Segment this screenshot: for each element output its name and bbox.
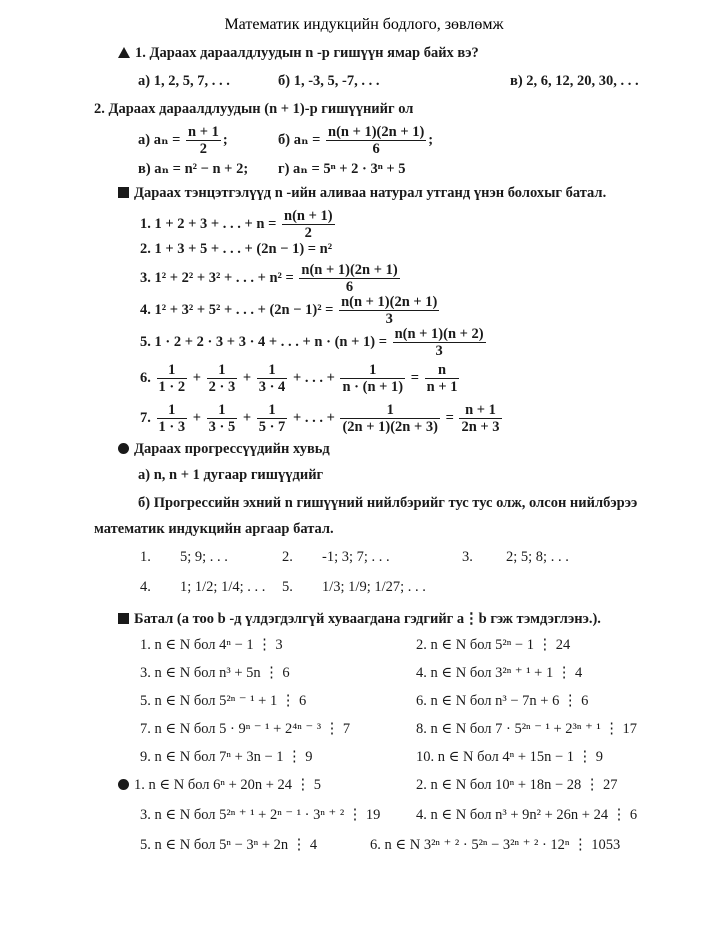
s4-prog-2-num: 2.: [282, 549, 293, 565]
square-bullet-icon: [118, 613, 129, 624]
fraction: $\frac{n + 1}{2}$: [188, 124, 219, 157]
s5-item-6: 6. n ∈ N бол n³ − 7n + 6 ⋮ 6: [416, 693, 589, 709]
triangle-bullet-icon: [118, 47, 130, 58]
s5-item-5: 5. n ∈ N бол 5²ⁿ ⁻ ¹ + 1 ⋮ 6: [140, 693, 307, 709]
s5-item-9: 9. n ∈ N бол 7ⁿ + 3n − 1 ⋮ 9: [140, 749, 313, 765]
s6-item-4: 4. n ∈ N бол n³ + 9n² + 26n + 24 ⋮ 6: [416, 807, 638, 823]
s4-item-b-line2: математик индукцийн аргаар батал.: [94, 521, 334, 537]
s1-option-c: в) 2, 6, 12, 20, 30, . . .: [510, 73, 639, 89]
s3-heading: Дараах тэнцэтгэлүүд n -ийн аливаа натурал утганд үнэн болохыг батал.: [118, 184, 606, 202]
s1-option-a: а) 1, 2, 5, 7, . . .: [138, 73, 230, 89]
s5-item-3: 3. n ∈ N бол n³ + 5n ⋮ 6: [140, 665, 290, 681]
s5-item-2: 2. n ∈ N бол 5²ⁿ − 1 ⋮ 24: [416, 637, 571, 653]
s4-item-a: а) n, n + 1 дугаар гишүүдийг: [138, 467, 324, 483]
s1-heading: 1. Дараах дараалдлуудын n -р гишүүн ямар байх вэ?: [118, 44, 479, 62]
s2-option-d: г) aₙ = 5ⁿ + 2 · 3ⁿ + 5: [278, 161, 406, 177]
s5-heading: Батал (a тоо b -д үлдэгдэлгүй хуваагдана гэдгийг a⋮b гэж тэмдэглэнэ.).: [118, 610, 601, 628]
s5-item-1: 1. n ∈ N бол 4ⁿ − 1 ⋮ 3: [140, 637, 283, 653]
s4-prog-4-num: 4.: [140, 579, 151, 595]
s6-item-2: 2. n ∈ N бол 10ⁿ + 18n − 28 ⋮ 27: [416, 777, 618, 793]
s4-prog-1: 5; 9; . . .: [180, 549, 228, 565]
s1-option-b: б) 1, -3, 5, -7, . . .: [278, 73, 380, 89]
circle-bullet-icon: [118, 443, 129, 454]
s3-eq-6: 6. $\frac{1}{1 \cdot 2}$ + $\frac{1}{2 \cdot 3}$ + $\frac{1}{3 \cdot 4}$ + . . . + $\frac{1}{n \cdot (n + 1)}$ = $\frac{n}{n + 1}$: [140, 362, 458, 395]
s4-prog-2: -1; 3; 7; . . .: [322, 549, 390, 565]
s6-item-6: 6. n ∈ N 3²ⁿ ⁺ ² · 5²ⁿ − 3²ⁿ ⁺ ² · 12ⁿ ⋮ 1053: [370, 837, 621, 853]
s6-item-1: 1. n ∈ N бол 6ⁿ + 20n + 24 ⋮ 5: [118, 776, 321, 794]
s5-item-8: 8. n ∈ N бол 7 · 5²ⁿ ⁻ ¹ + 2³ⁿ ⁺ ¹ ⋮ 17: [416, 721, 637, 737]
s2-heading: 2. Дараах дараалдлуудын (n + 1)-р гишүүнийг ол: [94, 101, 414, 117]
s4-prog-5: 1/3; 1/9; 1/27; . . .: [322, 579, 426, 595]
s5-item-7: 7. n ∈ N бол 5 · 9ⁿ ⁻ ¹ + 2⁴ⁿ ⁻ ³ ⋮ 7: [140, 721, 351, 737]
s2-option-a: а) aₙ = $\frac{n + 1}{2}$ ;: [138, 124, 228, 157]
s4-heading: Дараах прогрессүүдийн хувьд: [118, 440, 330, 458]
s4-item-b-line1: б) Прогрессийн эхний n гишүүний нийлбэрийг тус тус олж, олсон нийлбэрээ: [138, 495, 638, 511]
s3-eq-5: 5. 1 · 2 + 2 · 3 + 3 · 4 + . . . + n · (n + 1) = $\frac{n(n + 1)(n + 2)}{3}$: [140, 326, 484, 359]
s2-option-c: в) aₙ = n² − n + 2;: [138, 161, 249, 177]
page-title: Математик индукцийн бодлого, зөвлөмж: [224, 16, 504, 33]
s3-eq-1: 1. 1 + 2 + 3 + . . . + n = $\frac{n(n + 1)}{2}$: [140, 208, 333, 241]
square-bullet-icon: [118, 187, 129, 198]
s4-prog-5-num: 5.: [282, 579, 293, 595]
s4-prog-3-num: 3.: [462, 549, 473, 565]
s3-eq-2: 2. 1 + 3 + 5 + . . . + (2n − 1) = n²: [140, 241, 333, 257]
s3-eq-3: 3. 1² + 2² + 3² + . . . + n² = $\frac{n(n + 1)(2n + 1)}{6}$: [140, 262, 398, 295]
s6-item-3: 3. n ∈ N бол 5²ⁿ ⁺ ¹ + 2ⁿ ⁻ ¹ · 3ⁿ ⁺ ² ⋮ 19: [140, 807, 381, 823]
fraction: $\frac{n(n + 1)(2n + 1)}{6}$: [328, 124, 425, 157]
s2-option-b: б) aₙ = $\frac{n(n + 1)(2n + 1)}{6}$ ;: [278, 124, 434, 157]
s4-prog-3: 2; 5; 8; . . .: [506, 549, 569, 565]
s6-item-5: 5. n ∈ N бол 5ⁿ − 3ⁿ + 2n ⋮ 4: [140, 837, 318, 853]
circle-bullet-icon: [118, 779, 129, 790]
s5-item-10: 10. n ∈ N бол 4ⁿ + 15n − 1 ⋮ 9: [416, 749, 604, 765]
s3-eq-7: 7. $\frac{1}{1 \cdot 3}$ + $\frac{1}{3 \cdot 5}$ + $\frac{1}{5 \cdot 7}$ + . . . + $\frac{1}{(2n + 1)(2n + 3)}$ = $\frac{n + 1}{2n + 3}$: [140, 402, 500, 435]
s5-item-4: 4. n ∈ N бол 3²ⁿ ⁺ ¹ + 1 ⋮ 4: [416, 665, 583, 681]
s3-eq-4: 4. 1² + 3² + 5² + . . . + (2n − 1)² = $\frac{n(n + 1)(2n + 1)}{3}$: [140, 294, 438, 327]
s4-prog-4: 1; 1/2; 1/4; . . .: [180, 579, 266, 595]
s4-prog-1-num: 1.: [140, 549, 151, 565]
